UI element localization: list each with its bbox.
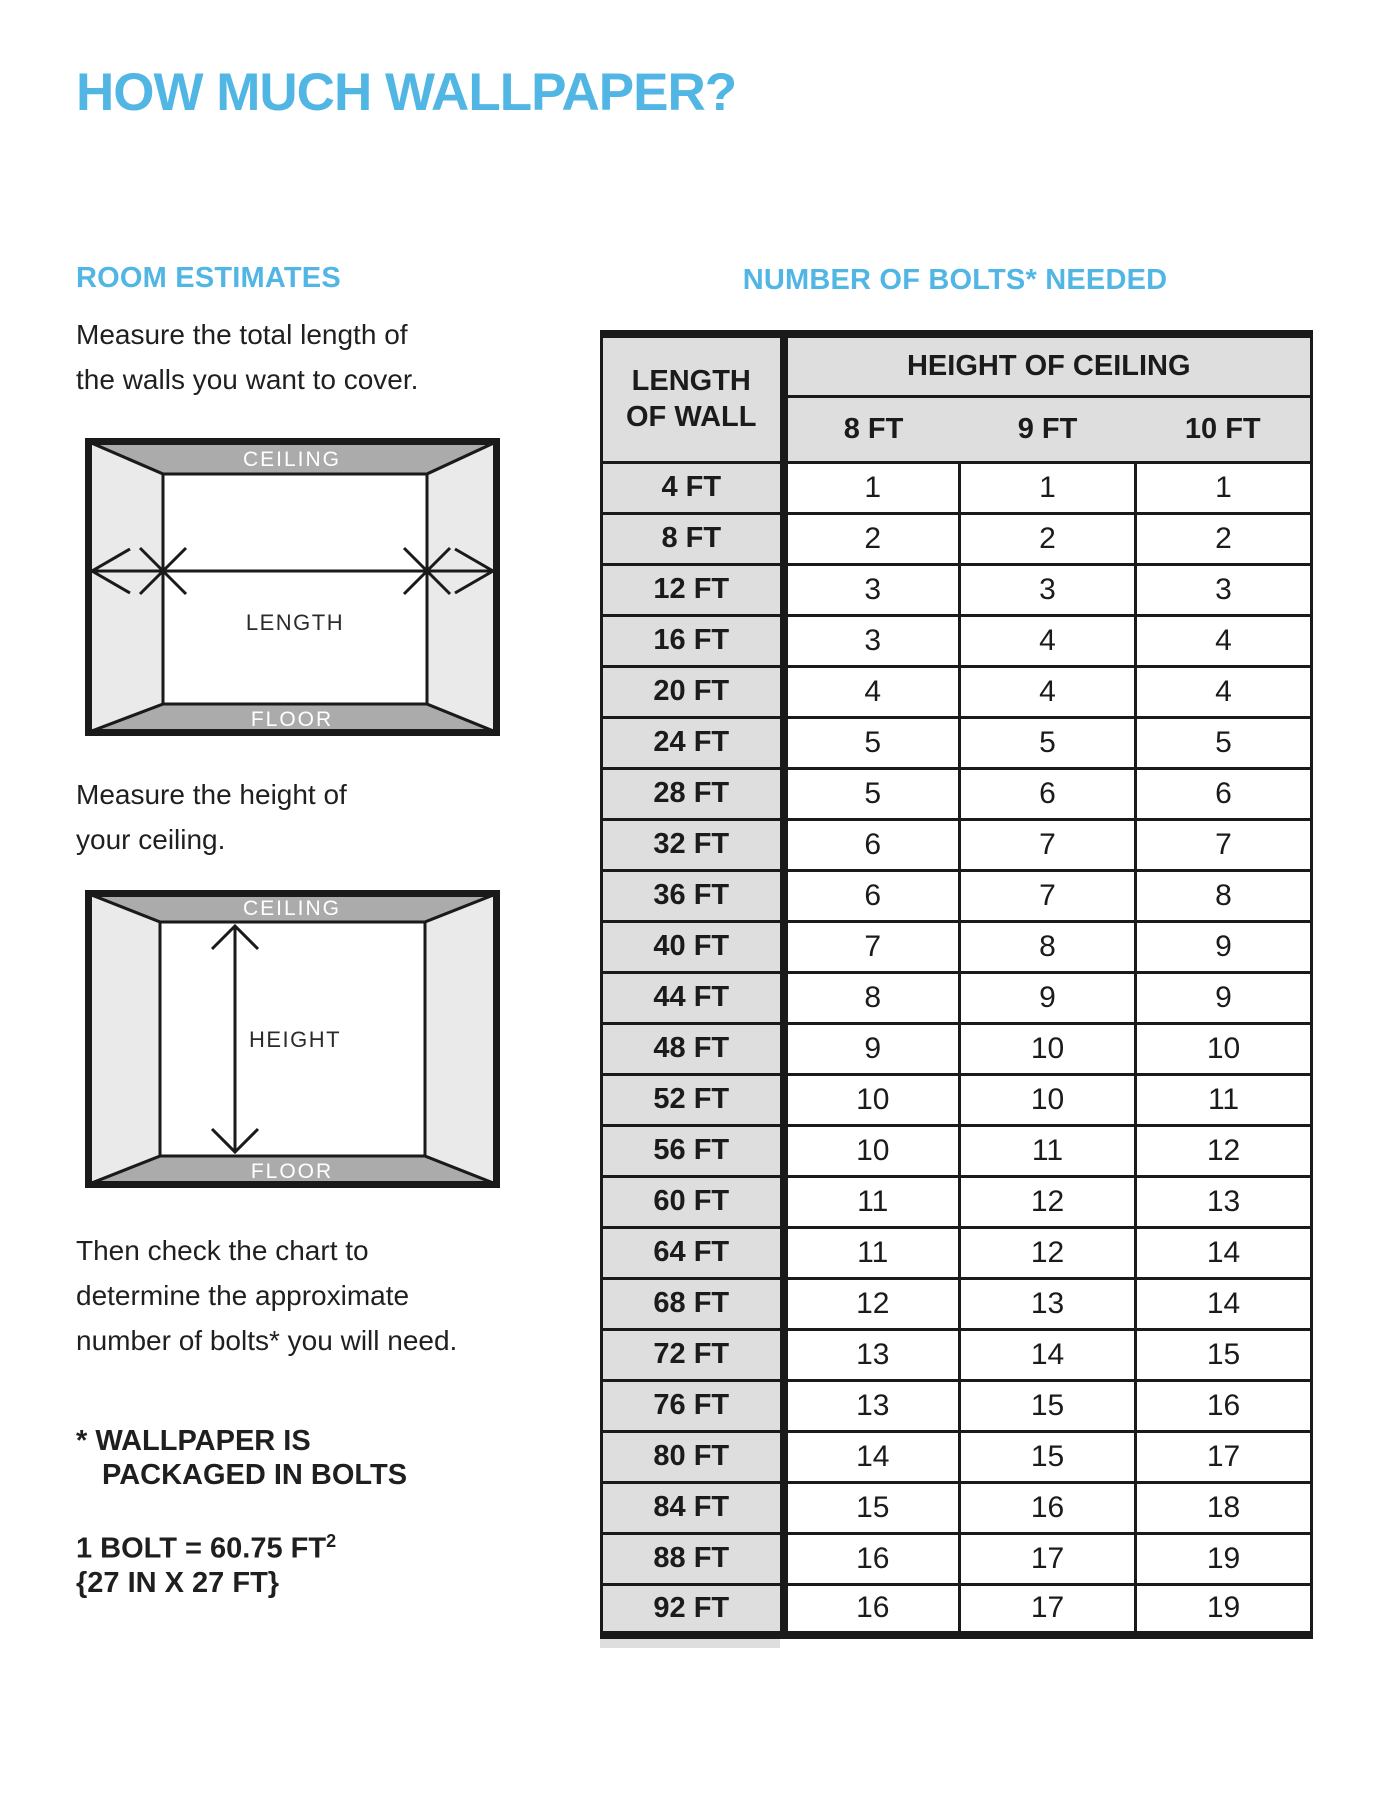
bolt-count-cell: 16: [960, 1482, 1136, 1533]
table-row: [602, 717, 1312, 768]
row-header-wall-length: 60 FT: [602, 1176, 784, 1227]
footnote-line: * WALLPAPER IS: [76, 1425, 311, 1457]
column-header-10ft: 10 FT: [1136, 396, 1312, 462]
row-header-wall-length: 88 FT: [602, 1533, 784, 1584]
ceiling-label: CEILING: [242, 448, 342, 471]
bolt-count-cell: 3: [960, 564, 1136, 615]
bolt-count-cell: 5: [784, 717, 960, 768]
height-diagram-svg: [85, 890, 500, 1188]
bolt-count-cell: 8: [960, 921, 1136, 972]
bolt-count-cell: 5: [1136, 717, 1312, 768]
table-row: [602, 1431, 1312, 1482]
bolts-table: [600, 330, 1310, 1648]
bolt-count-cell: 6: [784, 870, 960, 921]
instruction-line: number of bolts* you will need.: [76, 1325, 458, 1356]
column-header-9ft: 9 FT: [960, 396, 1136, 462]
table-row: [602, 1533, 1312, 1584]
row-header-wall-length: 64 FT: [602, 1227, 784, 1278]
table-row: [602, 1380, 1312, 1431]
bolt-count-cell: 2: [1136, 513, 1312, 564]
floor-label: FLOOR: [250, 1160, 334, 1183]
bolt-count-cell: 9: [960, 972, 1136, 1023]
instruction-measure-length: [76, 312, 418, 402]
bolt-count-cell: 13: [784, 1380, 960, 1431]
bolt-count-cell: 7: [960, 870, 1136, 921]
back-wall: [163, 474, 427, 704]
bolt-count-cell: 10: [960, 1074, 1136, 1125]
row-header-wall-length: 28 FT: [602, 768, 784, 819]
row-header-wall-length: 24 FT: [602, 717, 784, 768]
height-diagram: [85, 890, 500, 1188]
row-header-wall-length: 8 FT: [602, 513, 784, 564]
table-row: [602, 1176, 1312, 1227]
bolt-count-cell: 13: [960, 1278, 1136, 1329]
bolt-count-cell: 8: [1136, 870, 1312, 921]
bolt-count-cell: 5: [784, 768, 960, 819]
bolt-count-cell: 14: [1136, 1278, 1312, 1329]
table-row: [602, 462, 1312, 513]
instruction-measure-height: [76, 772, 347, 862]
bolt-equation-exponent: 2: [326, 1531, 337, 1551]
table-row: [602, 1329, 1312, 1380]
bolt-count-cell: 15: [1136, 1329, 1312, 1380]
table-row: [602, 1074, 1312, 1125]
bolt-count-cell: 4: [960, 615, 1136, 666]
bolt-count-cell: 13: [784, 1329, 960, 1380]
row-header-wall-length: 52 FT: [602, 1074, 784, 1125]
table-header-row: [602, 334, 1312, 396]
bolt-count-cell: 14: [1136, 1227, 1312, 1278]
row-header-wall-length: 76 FT: [602, 1380, 784, 1431]
bolt-count-cell: 10: [784, 1074, 960, 1125]
instruction-line: the walls you want to cover.: [76, 364, 419, 395]
row-header-wall-length: 16 FT: [602, 615, 784, 666]
row-header-wall-length: 56 FT: [602, 1125, 784, 1176]
bolts-needed-heading: NUMBER OF BOLTS* NEEDED: [742, 264, 1168, 296]
instruction-check-chart: [76, 1228, 457, 1363]
bolt-count-cell: 11: [1136, 1074, 1312, 1125]
row-header-wall-length: 80 FT: [602, 1431, 784, 1482]
bolt-count-cell: 19: [1136, 1584, 1312, 1635]
table-row: [602, 972, 1312, 1023]
bolt-count-cell: 8: [784, 972, 960, 1023]
table-row: [602, 819, 1312, 870]
bolt-count-cell: 13: [1136, 1176, 1312, 1227]
bolt-count-cell: 3: [1136, 564, 1312, 615]
bolt-count-cell: 15: [960, 1431, 1136, 1482]
bolt-count-cell: 4: [1136, 615, 1312, 666]
bolt-count-cell: 12: [1136, 1125, 1312, 1176]
room-estimates-heading: ROOM ESTIMATES: [76, 262, 341, 294]
row-header-wall-length: 20 FT: [602, 666, 784, 717]
length-of-wall-line: OF WALL: [626, 401, 757, 434]
bolt-lookup-table: [600, 330, 1313, 1639]
row-header-wall-length: 12 FT: [602, 564, 784, 615]
bolt-count-cell: 16: [784, 1584, 960, 1635]
bolt-count-cell: 11: [784, 1227, 960, 1278]
left-wall: [89, 894, 160, 1184]
row-header-wall-length: 40 FT: [602, 921, 784, 972]
row-header-wall-length: 48 FT: [602, 1023, 784, 1074]
bolt-count-cell: 10: [784, 1125, 960, 1176]
bolt-count-cell: 18: [1136, 1482, 1312, 1533]
bolts-footnote: [76, 1424, 407, 1492]
row-header-wall-length: 32 FT: [602, 819, 784, 870]
bolt-count-cell: 19: [1136, 1533, 1312, 1584]
length-diagram-svg: [85, 438, 500, 736]
bolt-equation: 1 BOLT = 60.75 FT: [76, 1532, 327, 1565]
bolt-count-cell: 15: [784, 1482, 960, 1533]
bolt-count-cell: 17: [1136, 1431, 1312, 1482]
bolt-count-cell: 2: [960, 513, 1136, 564]
ceiling-label: CEILING: [242, 897, 342, 920]
length-diagram: [85, 438, 500, 736]
instruction-line: Measure the height of: [76, 779, 347, 810]
table-row: [602, 921, 1312, 972]
table-row: [602, 1125, 1312, 1176]
bolt-count-cell: 2: [784, 513, 960, 564]
bolt-count-cell: 9: [1136, 921, 1312, 972]
bolt-count-cell: 7: [960, 819, 1136, 870]
bolt-count-cell: 14: [960, 1329, 1136, 1380]
instruction-line: your ceiling.: [76, 824, 226, 855]
instruction-line: Measure the total length of: [76, 319, 408, 350]
right-wall: [427, 442, 496, 732]
length-label: LENGTH: [245, 610, 345, 635]
table-row: [602, 1482, 1312, 1533]
right-wall: [425, 894, 496, 1184]
instruction-line: Then check the chart to: [76, 1235, 369, 1266]
table-row: [602, 1023, 1312, 1074]
bolt-count-cell: 11: [784, 1176, 960, 1227]
table-row: [602, 870, 1312, 921]
bolt-count-cell: 12: [960, 1227, 1136, 1278]
bolt-count-cell: 14: [784, 1431, 960, 1482]
row-header-wall-length: 44 FT: [602, 972, 784, 1023]
column-header-8ft: 8 FT: [784, 396, 960, 462]
bolt-count-cell: 11: [960, 1125, 1136, 1176]
bolt-count-cell: 12: [784, 1278, 960, 1329]
bolt-count-cell: 7: [784, 921, 960, 972]
table-row: [602, 1227, 1312, 1278]
bolt-count-cell: 6: [1136, 768, 1312, 819]
row-header-wall-length: 36 FT: [602, 870, 784, 921]
table-row: [602, 1584, 1312, 1635]
table-row: [602, 513, 1312, 564]
bolt-count-cell: 6: [784, 819, 960, 870]
row-header-wall-length: 72 FT: [602, 1329, 784, 1380]
bolt-count-cell: 12: [960, 1176, 1136, 1227]
bolt-count-cell: 6: [960, 768, 1136, 819]
bolt-count-cell: 5: [960, 717, 1136, 768]
table-row: [602, 1278, 1312, 1329]
instruction-line: determine the approximate: [76, 1280, 410, 1311]
floor-label: FLOOR: [250, 708, 334, 731]
row-header-wall-length: 68 FT: [602, 1278, 784, 1329]
table-footer-tab: [600, 1639, 780, 1648]
bolt-count-cell: 16: [1136, 1380, 1312, 1431]
bolt-count-cell: 1: [960, 462, 1136, 513]
bolt-size-info: [76, 1524, 336, 1600]
row-header-wall-length: 84 FT: [602, 1482, 784, 1533]
bolt-count-cell: 15: [960, 1380, 1136, 1431]
table-row: [602, 564, 1312, 615]
table-row: [602, 666, 1312, 717]
bolt-count-cell: 10: [1136, 1023, 1312, 1074]
table-row: [602, 768, 1312, 819]
footnote-line: PACKAGED IN BOLTS: [102, 1459, 408, 1491]
bolt-table-body: [602, 462, 1312, 1635]
bolt-count-cell: 9: [1136, 972, 1312, 1023]
bolt-count-cell: 1: [1136, 462, 1312, 513]
bolt-count-cell: 9: [784, 1023, 960, 1074]
bolt-count-cell: 7: [1136, 819, 1312, 870]
bolt-count-cell: 4: [960, 666, 1136, 717]
row-header-wall-length: 4 FT: [602, 462, 784, 513]
bolt-count-cell: 10: [960, 1023, 1136, 1074]
bolt-count-cell: 17: [960, 1584, 1136, 1635]
bolt-count-cell: 4: [1136, 666, 1312, 717]
table-row: [602, 615, 1312, 666]
row-header-wall-length: 92 FT: [602, 1584, 784, 1635]
left-wall: [89, 442, 163, 732]
bolt-dimensions: {27 IN X 27 FT}: [76, 1566, 280, 1599]
height-of-ceiling-header: HEIGHT OF CEILING: [784, 334, 1312, 396]
bolt-count-cell: 16: [784, 1533, 960, 1584]
bolt-count-cell: 3: [784, 615, 960, 666]
bolt-count-cell: 17: [960, 1533, 1136, 1584]
length-of-wall-line: LENGTH: [631, 365, 751, 398]
bolt-count-cell: 1: [784, 462, 960, 513]
bolt-count-cell: 4: [784, 666, 960, 717]
page-title: HOW MUCH WALLPAPER?: [76, 63, 737, 122]
length-of-wall-header: [602, 334, 784, 462]
bolt-count-cell: 3: [784, 564, 960, 615]
height-label: HEIGHT: [248, 1027, 342, 1052]
